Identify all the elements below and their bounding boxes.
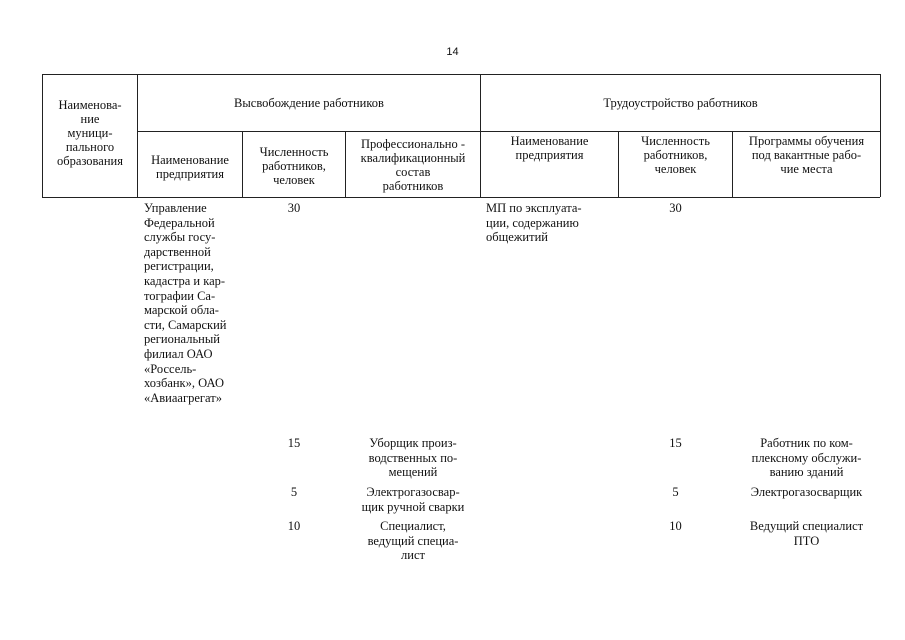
release-count-cell: 5 <box>290 485 298 499</box>
cell-line: ПТО <box>793 533 820 548</box>
cell-line: Федеральной <box>144 215 215 230</box>
header-line: предприятия <box>156 167 224 181</box>
header-training-programs <box>733 134 880 176</box>
cell-line: кадастра и кар- <box>144 273 226 288</box>
header-bottom-border <box>42 197 880 198</box>
header-line: работников <box>382 179 444 193</box>
header-line: квалификационный <box>360 151 466 165</box>
header-line: пального <box>65 140 115 154</box>
header-line: Наименование <box>151 153 229 167</box>
training-program-cell <box>733 519 880 548</box>
header-line: работников, <box>262 159 326 173</box>
release-qualification-cell <box>346 436 480 480</box>
header-line: муници- <box>67 126 113 140</box>
cell-line: дарственной <box>144 244 211 259</box>
header-line: работников, <box>643 148 708 162</box>
release-qualification-cell <box>346 485 480 514</box>
header-group-employment: Трудоустройство работников <box>603 96 758 110</box>
header-group-release: Высвобождение работников <box>234 96 384 110</box>
cell-line: МП по эксплуата- <box>486 201 582 215</box>
cell-line: службы госу- <box>144 230 216 245</box>
header-line: Численность <box>259 145 329 159</box>
header-line: Программы обучения <box>748 134 865 148</box>
cell-line: ции, содержанию <box>486 215 579 230</box>
table-right-border <box>880 74 881 197</box>
cell-line: Ведущий специалист <box>749 519 864 533</box>
header-release-qualification <box>346 137 480 193</box>
employment-count-cell: 15 <box>669 436 682 450</box>
cell-line: щик ручной сварки <box>361 499 465 514</box>
header-release-count <box>243 145 345 187</box>
table-top-border <box>42 74 880 75</box>
cell-line: «Россель- <box>144 361 197 376</box>
header-employment-count <box>619 134 732 176</box>
cell-line: хозбанк», ОАО <box>144 376 224 391</box>
cell-line: общежитий <box>486 230 548 245</box>
header-line: Наименование <box>510 134 589 148</box>
release-company-cell <box>144 201 242 405</box>
header-municipality <box>43 98 137 168</box>
header-line: предприятия <box>515 148 584 162</box>
cell-line: тографии Са- <box>144 288 216 303</box>
header-line: состав <box>395 165 431 179</box>
cell-line: водственных по- <box>368 450 458 465</box>
cell-line: сти, Самарский <box>144 317 227 332</box>
cell-line: Работник по ком- <box>760 436 853 450</box>
group-header-divider <box>137 131 880 132</box>
cell-line: Электрогазосварщик <box>750 485 863 499</box>
header-line: ние <box>80 112 100 126</box>
cell-line: лист <box>401 548 425 563</box>
header-release-company <box>138 153 242 181</box>
cell-line: региональный <box>144 332 220 347</box>
header-line: человек <box>273 173 315 187</box>
employment-company-cell <box>486 201 618 245</box>
employment-count-cell: 5 <box>672 485 679 499</box>
release-count-cell: 30 <box>287 201 301 215</box>
cell-line: филиал ОАО <box>144 346 213 361</box>
header-line: образования <box>57 154 123 168</box>
cell-line: регистрации, <box>144 259 214 274</box>
header-line: Профессионально - <box>360 137 466 151</box>
cell-line: Электрогазосвар- <box>366 485 460 499</box>
training-program-cell <box>733 436 880 480</box>
header-employment-company <box>481 134 618 162</box>
header-line: Численность <box>641 134 710 148</box>
employment-count-cell: 30 <box>669 201 682 215</box>
header-line: под вакантные рабо- <box>751 148 862 162</box>
release-qualification-cell <box>346 519 480 563</box>
header-line: чие места <box>780 162 833 176</box>
cell-line: марской обла- <box>144 303 219 318</box>
cell-line: «Авиаагрегат» <box>144 390 222 405</box>
employment-count-cell: 10 <box>669 519 682 533</box>
header-line: Наименова- <box>58 98 122 112</box>
cell-line: Специалист, <box>380 519 446 533</box>
header-line: человек <box>654 162 697 176</box>
page-number: 14 <box>446 46 459 58</box>
release-count-cell: 10 <box>287 519 301 533</box>
training-program-cell <box>733 485 880 500</box>
cell-line: ведущий специа- <box>367 533 459 548</box>
cell-line: мещений <box>388 465 438 480</box>
release-count-cell: 15 <box>287 436 301 450</box>
cell-line: Уборщик произ- <box>369 436 457 450</box>
cell-line: плексному обслужи- <box>751 450 862 465</box>
cell-line: Управление <box>144 201 207 215</box>
cell-line: ванию зданий <box>769 465 844 480</box>
